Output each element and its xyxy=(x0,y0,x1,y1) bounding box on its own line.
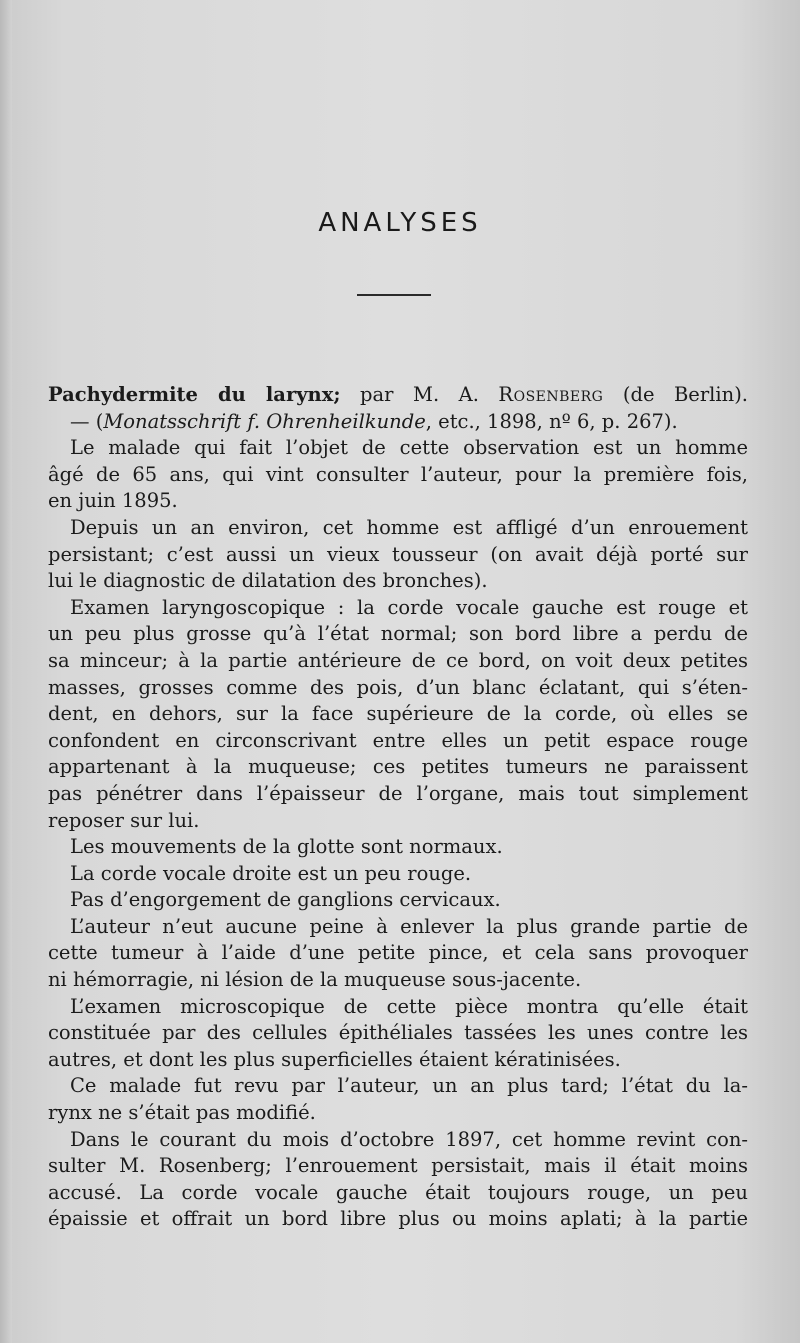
page-binding-shadow xyxy=(0,0,12,1343)
text-line: Examen laryngoscopique : la corde vocale gauche est rouge et xyxy=(70,595,748,619)
text-line: La corde vocale droite est un peu rouge. xyxy=(70,861,472,885)
text-line: autres, et dont les plus superficielles étaient kératinisées. xyxy=(48,1047,621,1071)
text-line: constituée par des cellules épithéliales tassées les unes contre les xyxy=(48,1021,748,1045)
text-line: L’examen microscopique de cette pièce montra qu’elle était xyxy=(70,994,748,1018)
text-line: rynx ne s’était pas modifié. xyxy=(48,1101,316,1125)
text-line: Ce malade fut revu par l’auteur, un an plus tard; l’état du la- xyxy=(70,1074,748,1098)
article-body xyxy=(48,382,748,1233)
title-rule xyxy=(357,294,431,296)
text-line: L’auteur n’eut aucune peine à enlever la plus grande partie de xyxy=(70,914,748,938)
article-title: Pachydermite du larynx; xyxy=(48,383,341,406)
text-line: masses, grosses comme des pois, d’un blanc éclatant, qui s’éten- xyxy=(48,675,748,699)
text-line: Dans le courant du mois d’octobre 1897, cet homme revint con- xyxy=(70,1127,748,1151)
text-line: Le malade qui fait l’objet de cette observation est un homme xyxy=(70,436,748,460)
text-line: ni hémorragie, ni lésion de la muqueuse sous-jacente. xyxy=(48,968,582,992)
text-line: reposer sur lui. xyxy=(48,808,200,832)
text-line: épaissie et offrait un bord libre plus ou moins aplati; à la partie xyxy=(48,1207,748,1231)
text-line: persistant; c’est aussi un vieux tousseur (on avait déjà porté sur xyxy=(48,542,748,566)
text-line: confondent en circonscrivant entre elles un petit espace rouge xyxy=(48,728,748,752)
text-line: lui le diagnostic de dilatation des bronches). xyxy=(48,569,488,593)
text-line: cette tumeur à l’aide d’une petite pince, et cela sans provoquer xyxy=(48,941,748,965)
text-line: accusé. La corde vocale gauche était toujours rouge, un peu xyxy=(48,1180,748,1204)
text-line: pas pénétrer dans l’épaisseur de l’organe, mais tout simplement xyxy=(48,781,748,805)
text-line: âgé de 65 ans, qui vint consulter l’auteur, pour la première fois, xyxy=(48,462,748,486)
article-heading-line xyxy=(48,382,748,409)
text-line: Les mouvements de la glotte sont normaux. xyxy=(70,835,503,859)
text-line: sulter M. Rosenberg; l’enrouement persistait, mais il était moins xyxy=(48,1154,748,1178)
text-line: sa minceur; à la partie antérieure de ce bord, on voit deux petites xyxy=(48,648,748,672)
text-line: dent, en dehors, sur la face supérieure de la corde, où elles se xyxy=(48,702,748,726)
section-title: ANALYSES xyxy=(318,208,482,238)
text-line: un peu plus grosse qu’à l’état normal; son bord libre a perdu de xyxy=(48,622,748,646)
article-author: Rosenberg xyxy=(498,383,604,406)
text-line: — (Monatsschrift f. Ohrenheilkunde, etc., 1898, nº 6, p. 267). xyxy=(70,409,678,433)
text-line: appartenant à la muqueuse; ces petites tumeurs ne paraissent xyxy=(48,755,748,779)
journal-name: Monatsschrift f. Ohrenheilkunde xyxy=(103,409,426,433)
text-line: en juin 1895. xyxy=(48,489,178,513)
text-line: Depuis un an environ, cet homme est affligé d’un enrouement xyxy=(70,515,748,539)
text-line: Pas d’engorgement de ganglions cervicaux. xyxy=(70,888,501,912)
article-origin: (de Berlin). xyxy=(603,383,749,406)
article-by: par M. A. xyxy=(340,383,499,406)
